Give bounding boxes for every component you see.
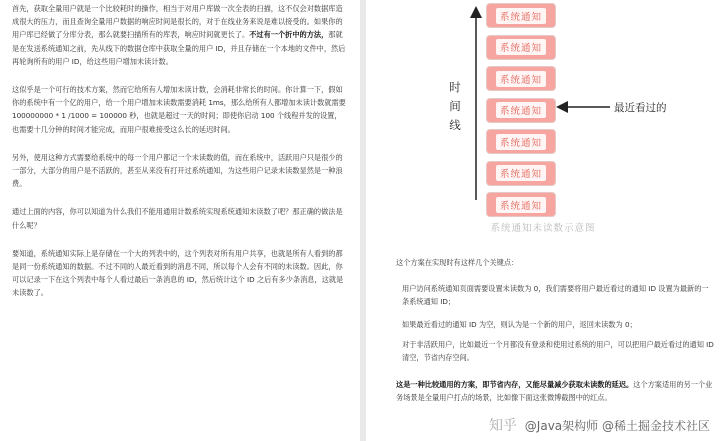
notification-card: 系统通知 xyxy=(486,35,556,60)
conclusion-paragraph: 这是一种比较通用的方案，即节省内存，又能尽量减少获取未读数的延迟。这个方案适用的另一个业务场景是全量用户打点的场景，比如像下面这张微博截图中的红点。 xyxy=(396,380,713,403)
paragraph-3: 另外，使用这种方式需要给系统中的每一个用户都记一个未读数的值，而在系统中，活跃用户只是很少的一部分，大部分的用户是不活跃的，甚至从来没有打开过系统通知，为这些用户记录未读数显然是一种浪费。 xyxy=(12,152,343,189)
paragraph-4: 通过上面的内容，你可以知道为什么我们不能用通用计数系统实现系统通知未读数了吧？那正确的做法是什么呢？ xyxy=(12,207,343,230)
paragraph-2: 这似乎是一个可行的技术方案，然而它给所有人增加未读计数，会消耗非常长的时间。你计算一下，假如你的系统中有一个亿的用户，给一个用户增加未读数需要消耗 1ms，那么给所有人都增加未读计数就需要 100000000 * 1 /1000 = 100000 秒，也就是超过一天的时间；即使你启动 100 个线程并发的设置，也需要十几分钟的时间才能完成，而用户很难接受这么长的延迟时间。 xyxy=(12,85,346,134)
paragraph-1: 首先，获取全量用户就是一个比较耗时的操作，相当于对用户库做一次全表的扫描，这不仅会对数据库造成很大的压力，而且查询全量用户数据的响应时间是很长的，对于在线业务来说是难以接受的。如果你的用户库已经做了分库分表，那么就要扫描所有的库表，响应时间就更长了。不过有一个折中的方法，那就是在发送系统通知之前，先从线下的数据仓库中获取全量的用户 ID，并且存储在一个本地的文件中，然后再轮询所有的用户 ID，给这些用户增加未读计数。 xyxy=(12,4,346,66)
time-axis: 时 间 线 xyxy=(449,80,461,132)
figure-caption: 系统通知未读数示意图 xyxy=(490,223,596,234)
key-point-1: 用户访问系统通知页面需要设置未读数为 0，我们需要将用户最近看过的通知 ID 设置为最新的一条系统通知 ID； xyxy=(402,284,709,307)
notification-card: 系统通知 xyxy=(486,161,556,186)
key-points-intro: 这个方案在实现时有这样几个关键点： xyxy=(396,258,519,267)
last-read-label: 最近看过的 xyxy=(614,102,667,114)
watermark: 知乎 @Java架构师 @稀土掘金技术社区 xyxy=(488,418,710,434)
notification-card: 系统通知 xyxy=(486,66,556,91)
key-point-3: 对于非活跃用户，比如最近一个月都没有登录和使用过系统的用户，可以把用户最近看过的通知 ID 清空，节省内存空间。 xyxy=(402,340,714,363)
key-point-2: 如果最近看过的通知 ID 为空，则认为是一个新的用户，返回未读数为 0； xyxy=(402,320,637,329)
right-page xyxy=(366,0,720,441)
bold-highlight: 不过有一个折中的方法， xyxy=(249,30,329,40)
notification-card: 系统通知 xyxy=(486,3,556,28)
notification-card: 系统通知 xyxy=(486,98,556,123)
notification-card: 系统通知 xyxy=(486,192,556,217)
paragraph-5: 要知道，系统通知实际上是存储在一个大的列表中的，这个列表对所有用户共享，也就是所有人看到的都是同一份系统通知的数据。不过不同的人最近看到的消息不同，所以每个人会有不同的未读数。因此，你可以记录一下在这个列表中每个人看过最后一条消息的 ID，然后统计这个 ID 之后有多少条消息，这就是未读数了。 xyxy=(12,248,344,298)
notification-card: 系统通知 xyxy=(486,129,556,154)
